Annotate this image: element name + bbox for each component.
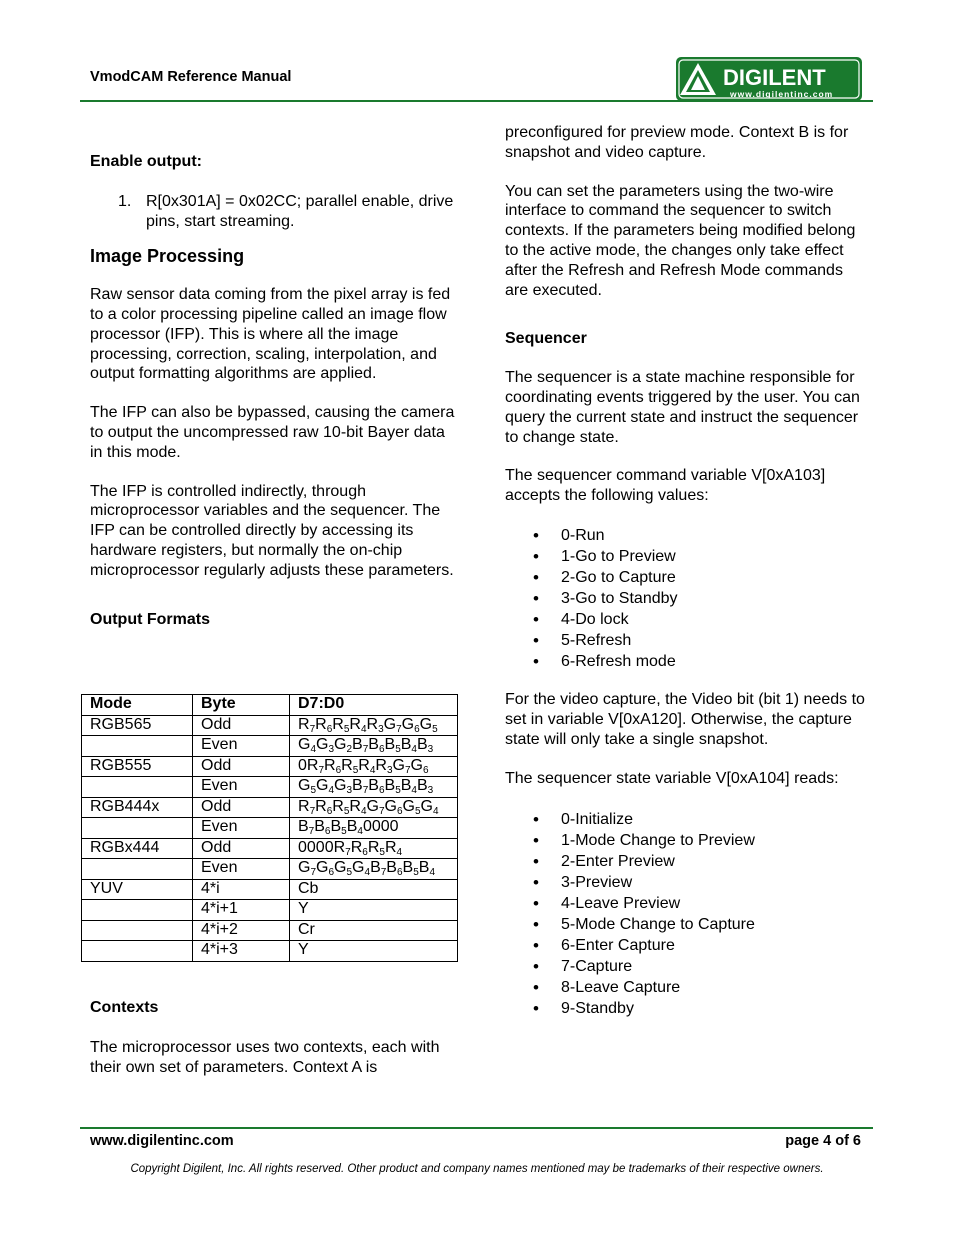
list-item: • 3-Preview [505, 872, 870, 893]
list-item: • 2-Enter Preview [505, 851, 870, 872]
list-item: • 4-Do lock [505, 609, 870, 630]
cell-byte: Odd [193, 838, 290, 859]
cell-bits: Y [290, 941, 458, 962]
cell-byte: Odd [193, 715, 290, 736]
cell-byte: 4*i+3 [193, 941, 290, 962]
output-formats-heading: Output Formats [90, 610, 210, 628]
cell-byte: Even [193, 777, 290, 798]
cell-mode: YUV [82, 879, 193, 900]
logo-wordmark: DIGILENT [723, 65, 826, 90]
list-item: • 2-Go to Capture [505, 567, 870, 588]
digilent-logo [676, 57, 862, 101]
step-number: 1. [118, 192, 132, 210]
cell-bits: Y [290, 900, 458, 921]
table-row [82, 756, 458, 777]
table-row [82, 715, 458, 736]
sequencer-paragraph-3: For the video capture, the Video bit (bit 1) needs to set in variable V[0xA120]. Otherwise, the capture state will only take a single snapshot. [505, 690, 865, 748]
list-item: • 1-Go to Preview [505, 546, 870, 567]
header-byte: Byte [193, 695, 290, 716]
cell-mode: RGB555 [82, 756, 193, 777]
cell-mode [82, 920, 193, 941]
cell-byte: 4*i [193, 879, 290, 900]
list-item: • 0-Initialize [505, 809, 870, 830]
left-column [90, 152, 460, 629]
cell-bits: Cb [290, 879, 458, 900]
header-bits: D7:D0 [290, 695, 458, 716]
sequencer-paragraph-1: The sequencer is a state machine responsible for coordinating events triggered by the user. You can query the current state and instruct the sequencer to change state. [505, 369, 860, 446]
contexts-heading: Contexts [90, 999, 159, 1016]
list-item: • 1-Mode Change to Preview [505, 830, 870, 851]
cell-mode [82, 900, 193, 921]
ip-paragraph-3: The IFP is controlled indirectly, through microprocessor variables and the sequencer. The IFP can be controlled directly by accessing its hardware registers, but normally the on-chip microprocessor regularly adjusts these parameters. [90, 482, 454, 579]
right-column [505, 123, 870, 1019]
table-body [82, 715, 458, 961]
ip-paragraph-2: The IFP can also be bypassed, causing the camera to output the uncompressed raw 10-bit Bayer data in this mode. [90, 404, 455, 461]
image-processing-heading: Image Processing [90, 246, 245, 267]
cell-bits: $B_7B_6B_5B_40000$ [290, 818, 458, 839]
page-number: page 4 of 6 [785, 1133, 861, 1149]
command-list [505, 525, 870, 672]
table-row [82, 920, 458, 941]
list-item: • 9-Standby [505, 998, 870, 1019]
cell-byte: Odd [193, 797, 290, 818]
sequencer-paragraph-4: The sequencer state variable V[0xA104] reads: [505, 770, 839, 788]
cell-byte: 4*i+1 [193, 900, 290, 921]
sequencer-heading: Sequencer [505, 330, 587, 348]
header-mode: Mode [82, 695, 193, 716]
cell-bits: $G_5G_4G_3B_7B_6B_5B_4B_3$ [290, 777, 458, 798]
cell-bits: $R_7R_6R_5R_4R_3G_7G_6G_5$ [290, 715, 458, 736]
list-item: • 6-Enter Capture [505, 935, 870, 956]
cell-mode: RGBx444 [82, 838, 193, 859]
table-row [82, 777, 458, 798]
list-item: • 5-Mode Change to Capture [505, 914, 870, 935]
sequencer-paragraph-2: The sequencer command variable V[0xA103] accepts the following values: [505, 467, 826, 505]
left-column-bottom [90, 998, 460, 1077]
cell-bits: $0R_7R_6R_5R_4R_3G_7G_6$ [290, 756, 458, 777]
table-header-row [82, 695, 458, 716]
cell-mode [82, 818, 193, 839]
logo-url: www.digilentinc.com [730, 89, 834, 99]
step-text: R[0x301A] = 0x02CC; parallel enable, drive pins, start streaming. [146, 192, 454, 230]
document-title: VmodCAM Reference Manual [90, 69, 292, 85]
cell-byte: Even [193, 818, 290, 839]
cell-bits: $G_4G_3G_2B_7B_6B_5B_4B_3$ [290, 736, 458, 757]
state-list [505, 809, 870, 1019]
list-item: • 0-Run [505, 525, 870, 546]
output-formats-table [81, 694, 458, 962]
footer-rule [80, 1127, 873, 1129]
table-row [82, 941, 458, 962]
list-item: • 6-Refresh mode [505, 651, 870, 672]
contexts-paragraph: The microprocessor uses two contexts, each with their own set of parameters. Context A is [90, 1038, 440, 1076]
table-row [82, 797, 458, 818]
list-item: • 7-Capture [505, 956, 870, 977]
cell-bits: $G_7G_6G_5G_4B_7B_6B_5B_4$ [290, 859, 458, 880]
ip-paragraph-1: Raw sensor data coming from the pixel array is fed to a color processing pipeline called an image flow processor (IFP). This is where all the image processing, correction, scaling, interpolation, and output formatting algorithms are applied. [90, 286, 451, 383]
list-item [90, 192, 460, 232]
cell-mode [82, 941, 193, 962]
list-item: • 3-Go to Standby [505, 588, 870, 609]
table-row [82, 879, 458, 900]
cell-bits: $R_7R_6R_5R_4G_7G_6G_5G_4$ [290, 797, 458, 818]
list-item: • 4-Leave Preview [505, 893, 870, 914]
cell-bits: Cr [290, 920, 458, 941]
cell-byte: Even [193, 736, 290, 757]
list-item: • 5-Refresh [505, 630, 870, 651]
table-row [82, 900, 458, 921]
enable-steps-list [90, 192, 460, 232]
cell-mode: RGB565 [82, 715, 193, 736]
contexts-paragraph-2: You can set the parameters using the two-wire interface to command the sequencer to switch contexts. If the parameters being modified belong to the active mode, the changes only take effect after the Refresh and Refresh Mode commands are executed. [505, 182, 856, 299]
cell-byte: Odd [193, 756, 290, 777]
table-row [82, 818, 458, 839]
list-item: • 8-Leave Capture [505, 977, 870, 998]
cell-mode [82, 777, 193, 798]
table-row [82, 859, 458, 880]
cell-mode [82, 859, 193, 880]
contexts-continued: preconfigured for preview mode. Context B is for snapshot and video capture. [505, 124, 849, 161]
enable-output-heading: Enable output: [90, 153, 202, 170]
table-row [82, 736, 458, 757]
cell-bits: $0000R_7R_6R_5R_4$ [290, 838, 458, 859]
copyright-notice: Copyright Digilent, Inc. All rights reserved. Other product and company names mentioned may be trademarks of their respective owners. [130, 1163, 824, 1175]
cell-byte: Even [193, 859, 290, 880]
cell-byte: 4*i+2 [193, 920, 290, 941]
cell-mode: RGB444x [82, 797, 193, 818]
cell-mode [82, 736, 193, 757]
table-row [82, 838, 458, 859]
header-rule [80, 100, 873, 102]
footer-url[interactable]: www.digilentinc.com [90, 1133, 234, 1149]
